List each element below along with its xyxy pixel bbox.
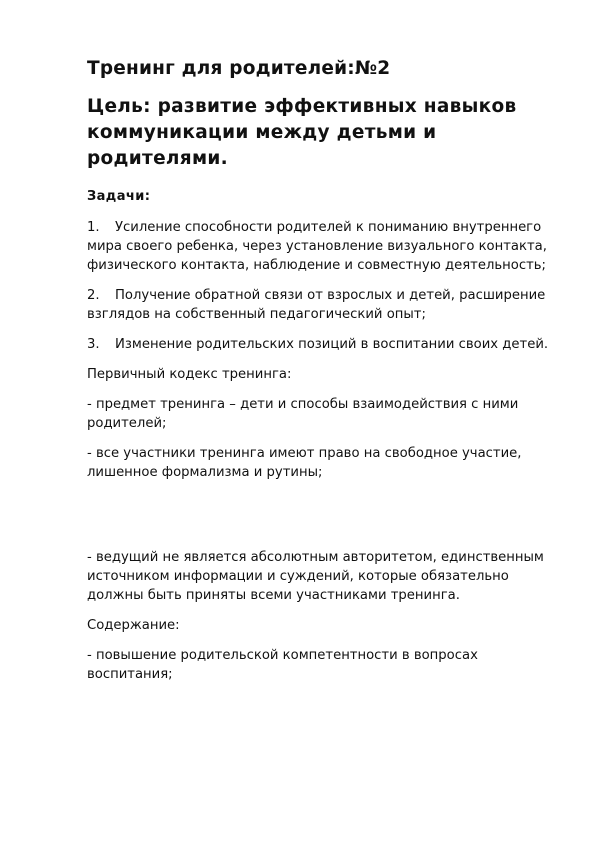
goal-heading: Цель: развитие эффективных навыков коммуникации между детьми и родителями. — [87, 96, 517, 169]
task-item-1 — [87, 218, 557, 275]
task-number: 2. — [87, 288, 100, 303]
task-number: 1. — [87, 220, 100, 235]
task-text: Получение обратной связи от взрослых и детей, расширение взглядов на собственный педагогический опыт; — [87, 288, 546, 322]
content-item-1: - повышение родительской компетентности в вопросах воспитания; — [87, 648, 478, 682]
task-text: Изменение родительских позиций в воспитании своих детей. — [115, 337, 549, 352]
document-page — [87, 56, 557, 695]
task-number: 3. — [87, 337, 100, 352]
code-item-1: - предмет тренинга – дети и способы взаимодействия с ними родителей; — [87, 397, 519, 431]
content-heading: Содержание: — [87, 618, 180, 633]
code-heading: Первичный кодекс тренинга: — [87, 367, 292, 382]
task-text: Усиление способности родителей к пониманию внутреннего мира своего ребенка, через установление визуального контакта, физического контакта, наблюдение и совместную деятельность; — [87, 220, 547, 273]
code-item-3: - ведущий не является абсолютным авторитетом, единственным источником информации и суждений, которые обязательно должны быть приняты всеми участниками тренинга. — [87, 550, 544, 603]
blank-space — [87, 493, 557, 548]
task-item-3 — [87, 335, 557, 354]
tasks-heading: Задачи: — [87, 189, 151, 204]
task-item-2 — [87, 286, 557, 324]
code-item-2: - все участники тренинга имеют право на свободное участие, лишенное формализма и рутины; — [87, 446, 522, 480]
document-title: Тренинг для родителей:№2 — [87, 58, 391, 79]
